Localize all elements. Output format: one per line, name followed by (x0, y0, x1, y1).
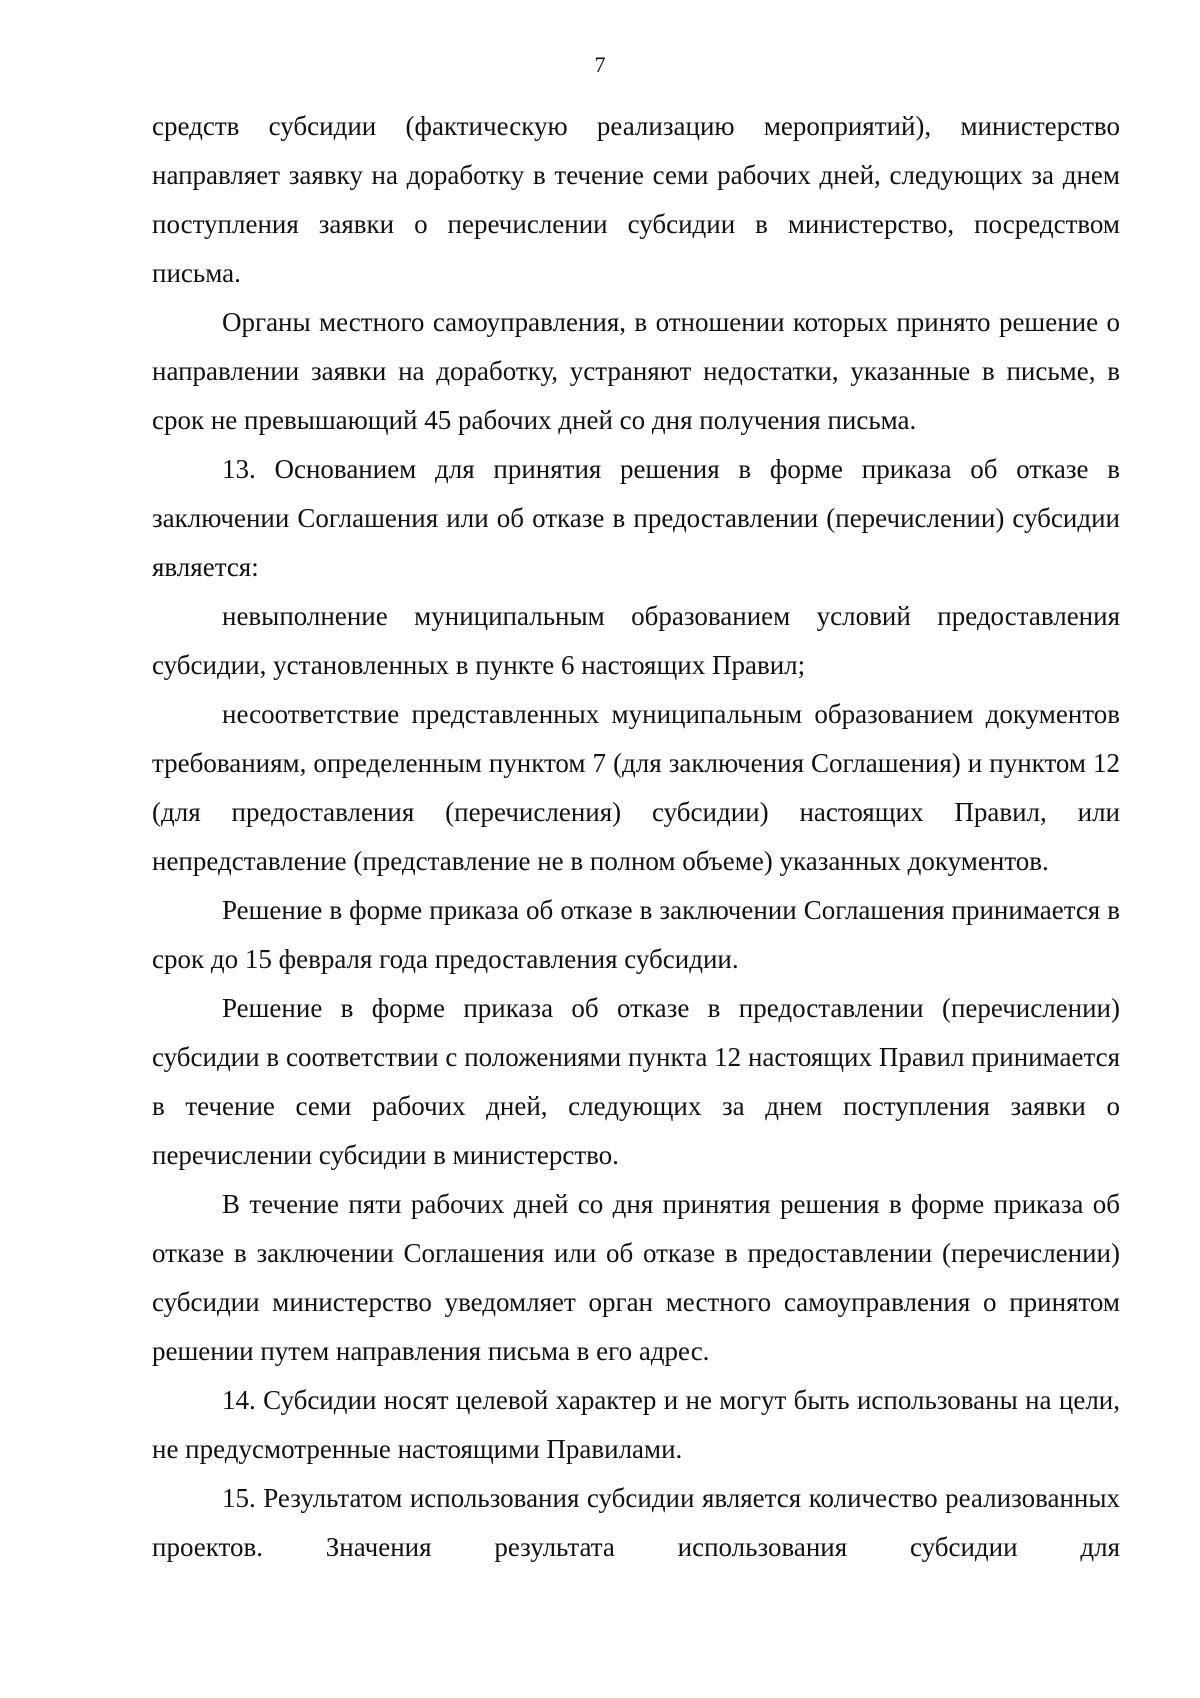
paragraph-13: 13. Основанием для принятия решения в форме приказа об отказе в заключении Соглашения или об отказе в предоставлении (перечислении) субсидии является: (152, 454, 1120, 582)
paragraph-notification: В течение пяти рабочих дней со дня принятия решения в форме приказа об отказе в заключении Соглашения или об отказе в предоставлении (перечислении) субсидии министерство уведомляет орган местного самоуправления о принятом решении путем направления письма в его адрес. (152, 1189, 1120, 1366)
paragraph-13-item-2: несоответствие представленных муниципальным образованием документов требованиям, определенным пунктом 7 (для заключения Соглашения) и пунктом 12 (для предоставления (перечисления) субсидии) настоящих Правил, или непредставление (представление не в полном объеме) указанных документов. (152, 699, 1120, 876)
paragraph-continuation: средств субсидии (фактическую реализацию мероприятий), министерство направляет заявку на доработку в течение семи рабочих дней, следующих за днем поступления заявки о перечислении субсидии в министерство, посредством письма. (152, 111, 1120, 288)
paragraph-13-item-1: невыполнение муниципальным образованием условий предоставления субсидии, установленных в пункте 6 настоящих Правил; (152, 601, 1120, 680)
paragraph-local-authorities: Органы местного самоуправления, в отношении которых принято решение о направлении заявки на доработку, устраняют недостатки, указанные в письме, в срок не превышающий 45 рабочих дней со дня получения письма. (152, 307, 1120, 435)
page-number: 7 (594, 52, 606, 77)
paragraph-14: 14. Субсидии носят целевой характер и не могут быть использованы на цели, не предусмотренные настоящими Правилами. (152, 1385, 1120, 1464)
document-body (152, 102, 1120, 1572)
paragraph-decision-agreement: Решение в форме приказа об отказе в заключении Соглашения принимается в срок до 15 февраля года предоставления субсидии. (152, 895, 1120, 974)
paragraph-decision-transfer: Решение в форме приказа об отказе в предоставлении (перечислении) субсидии в соответствии с положениями пункта 12 настоящих Правил принимается в течение семи рабочих дней, следующих за днем поступления заявки о перечислении субсидии в министерство. (152, 993, 1120, 1170)
paragraph-15: 15. Результатом использования субсидии является количество реализованных проектов. Значения результата использования субсидии для (152, 1483, 1120, 1562)
